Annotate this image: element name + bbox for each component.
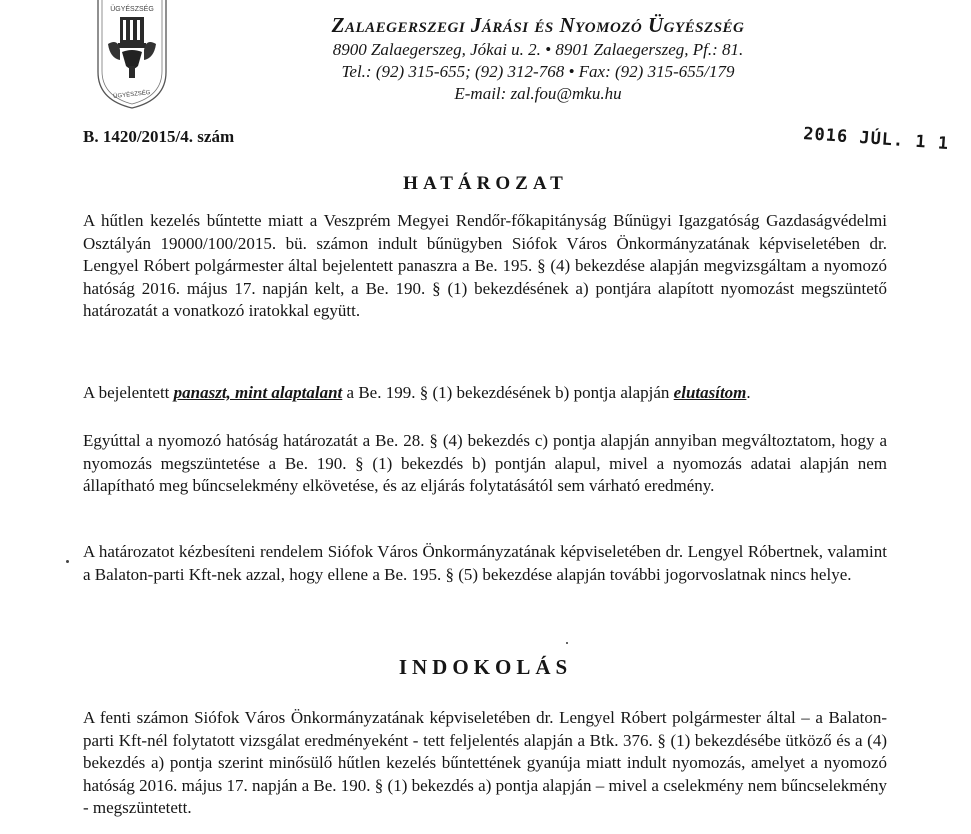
- ruling-text-3: .: [746, 383, 751, 402]
- reasoning-title: INDOKOLÁS: [398, 655, 573, 679]
- ruling-emphasis-complaint: panaszt, mint alaptalant: [173, 383, 343, 402]
- organization-name: Zalaegerszegi Járási és Nyomozó Ügyészség: [331, 13, 745, 37]
- decision-title: HATÁROZAT: [403, 173, 568, 194]
- svg-text:ÜGYÉSZSÉG: ÜGYÉSZSÉG: [113, 90, 151, 100]
- paragraph-delivery: A határozatot kézbesíteni rendelem Siófok Város Önkormányzatának képviseletében dr. Lengyel Róbertnek, valamint a Balaton-parti Kft-nek azzal, hogy ellene a Be. 195. § (5) bekezdése alapján további jogorvoslatnak nincs helye.: [83, 542, 887, 584]
- svg-text:ÜGYÉSZSÉG: ÜGYÉSZSÉG: [110, 6, 154, 13]
- scan-speck: [66, 560, 69, 563]
- paragraph-intro: A hűtlen kezelés bűntette miatt a Veszprém Megyei Rendőr-főkapitányság Bűnügyi Igazgatóság Gazdaságvédelmi Osztályán 19000/100/2015. bü. számon indult bűnügyben Siófok Város Önkormányzatának képviseletében dr. Lengyel Róbert polgármester által bejelentett panaszra a Be. 195. § (4) bekezdése alapján megvizsgáltam a nyomozó hatóság 2016. május 17. napján kelt, a Be. 190. § (1) bekezdésének a) pontjára alapított nyomozást megszüntető határozatát a vonatkozó iratokkal együtt.: [83, 211, 887, 320]
- ruling-text-2: a Be. 199. § (1) bekezdésének b) pontja alapján: [342, 383, 674, 402]
- date-stamp: 2016 JÚL. 1 1: [802, 124, 950, 155]
- case-number: B. 1420/2015/4. szám: [83, 127, 235, 146]
- address-line: 8900 Zalaegerszeg, Jókai u. 2. • 8901 Zalaegerszeg, Pf.: 81.: [332, 40, 744, 59]
- ruling-text-1: A bejelentett: [83, 383, 174, 402]
- email-line: E-mail: zal.fou@mku.hu: [454, 84, 622, 103]
- phone-line: Tel.: (92) 315-655; (92) 312-768 • Fax: (92) 315-655/179: [341, 62, 735, 81]
- scan-speck: [566, 642, 568, 644]
- prosecution-seal-logo: [96, 0, 168, 110]
- paragraph-amendment: Egyúttal a nyomozó hatóság határozatát a Be. 28. § (4) bekezdés c) pontja alapján annyiban megváltoztatom, hogy a nyomozás megszüntetése a Be. 190. § (1) bekezdés b) pontján alapul, mivel a nyomozás adatai alapján nem állapítható meg bűncselekmény elkövetése, és az eljárás folytatásától sem várható eredmény.: [83, 431, 887, 495]
- letterhead: [258, 12, 818, 105]
- ruling-emphasis-reject: elutasítom: [673, 383, 747, 402]
- paragraph-ruling: [83, 382, 887, 405]
- paragraph-reasoning: A fenti számon Siófok Város Önkormányzatának képviseletében dr. Lengyel Róbert polgármester által – a Balaton-parti Kft-nél folytatott vizsgálat eredményeként - tett feljelentés alapján a Btk. 376. § (1) bekezdésébe ütköző és a (4) bekezdés a) pontja szerint minősülő hűtlen kezelés bűntettének gyanúja miatt indult nyomozás, amelyet a nyomozó hatóság 2016. május 17. napján a Be. 190. § (1) bekezdés a) pontja alapján – mivel a cselekmény nem bűncselekmény - megszüntetett.: [83, 708, 887, 817]
